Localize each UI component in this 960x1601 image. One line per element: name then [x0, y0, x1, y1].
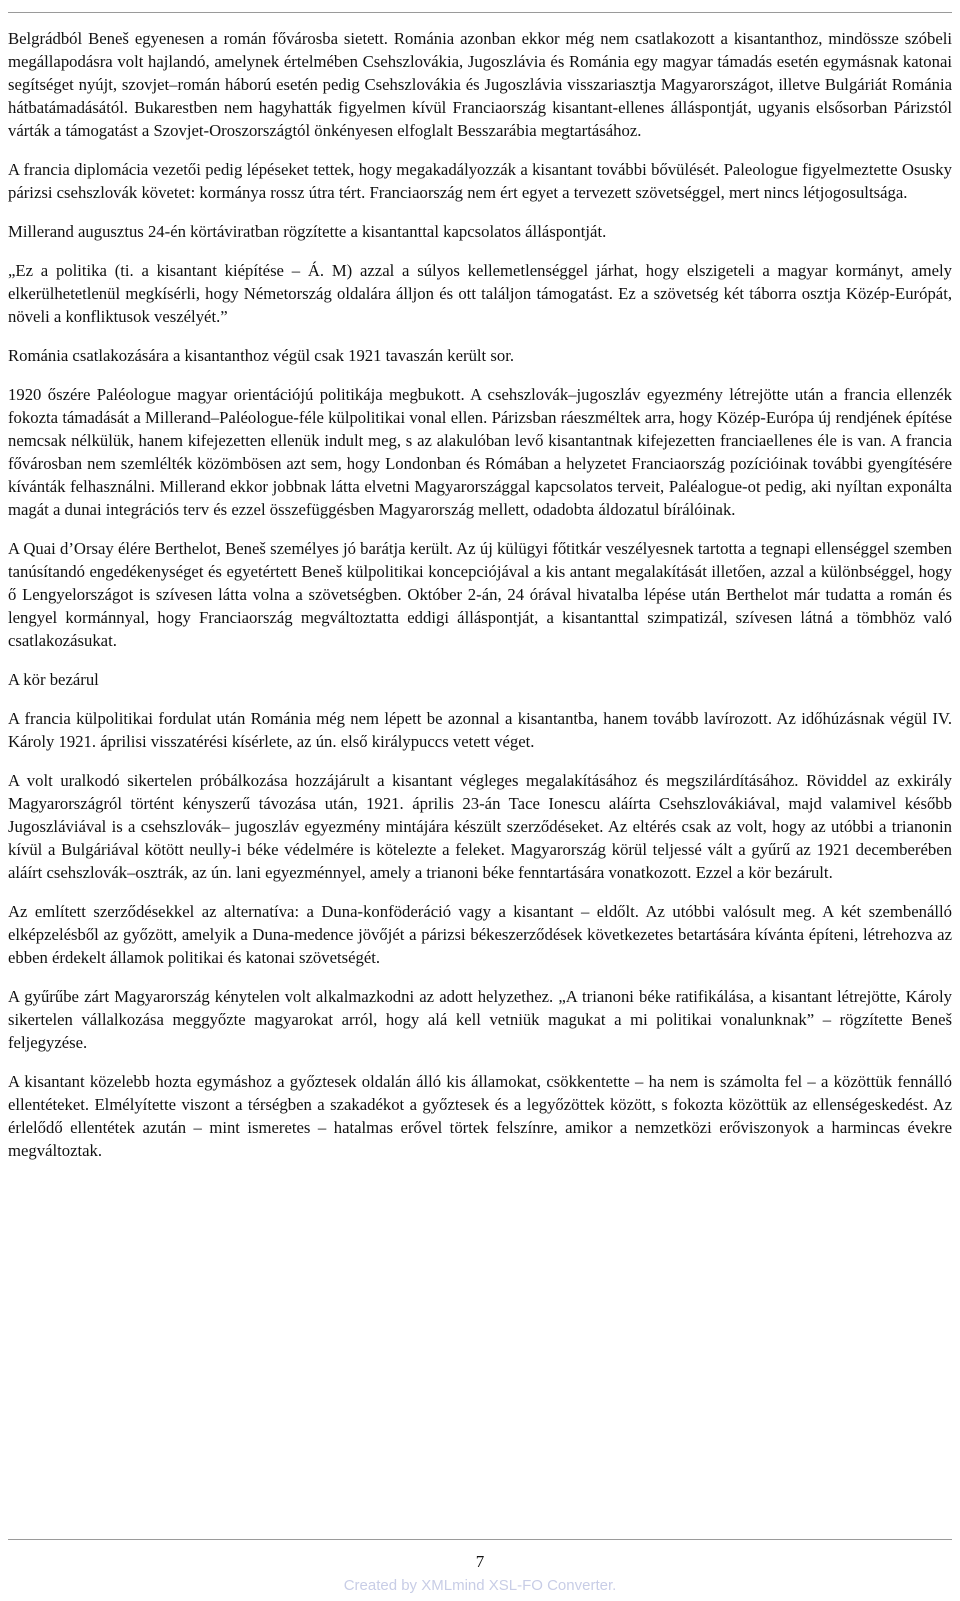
header-rule — [8, 12, 952, 13]
footer-rule — [8, 1539, 952, 1540]
paragraph: A Quai d’Orsay élére Berthelot, Beneš személyes jó barátja került. Az új külügyi főtitkár veszélyesnek tartotta a tegnapi ellenséggel szemben tanúsítandó engedékenységet és egyetértett Beneš külpolitikai koncepciójával a kis antant megalakítását illetően, azzal a különbséggel, hogy ő Lengyelországot is szívesen látta volna a szövetségben. Október 2-án, 24 órával hivatalba lépése után Berthelot már tudatta a román és lengyel kormánnyal, hogy Franciaország megváltoztatta eddigi álláspontját, a kisantanttal szimpatizál, szívesen látná a tömbhöz való csatlakozásukat. — [8, 539, 952, 650]
paragraph: Belgrádból Beneš egyenesen a román fővárosba sietett. Románia azonban ekkor még nem csatlakozott a kisantanthoz, mindössze szóbeli megállapodásra volt hajlandó, amelynek értelmében Csehszlovákia, Jugoszlávia és Románia egy magyar támadás esetén egymásnak katonai segítséget nyújt, szovjet–román háború esetén pedig Csehszlovákia és Jugoszlávia visszariasztja Magyarországot, illetve Bulgáriát Románia hátbatámadásától. Bukarestben nem hagyhatták figyelmen kívül Franciaország kisantant-ellenes álláspontját, ugyanis elsősorban Párizstól várták a támogatást a Szovjet-Oroszországtól önkényesen elfoglalt Besszarábia megtartásához. — [8, 29, 952, 140]
paragraph: Millerand augusztus 24-én körtáviratban rögzítette a kisantanttal kapcsolatos álláspontját. — [8, 222, 607, 241]
paragraph: A gyűrűbe zárt Magyarország kénytelen volt alkalmazkodni az adott helyzethez. „A trianoni béke ratifikálása, a kisantant létrejötte, Károly sikertelen vállalkozása meggyőzte magyarokat arról, hogy alá kell vetniük magukat a mi politikai vonalunknak” – rögzítette Beneš feljegyzése. — [8, 987, 952, 1052]
quote-paragraph: „Ez a politika (ti. a kisantant kiépítése – Á. M) azzal a súlyos kellemetlenséggel járhat, hogy elszigeteli a magyar kormányt, amely elkerülhetetlenül megkísérli, hogy Németország oldalára álljon és ott találjon támogatást. Ez a szövetség két táborra osztja Közép-Európát, növeli a konfliktusok veszélyét.” — [8, 261, 952, 326]
paragraph: A francia külpolitikai fordulat után Románia még nem lépett be azonnal a kisantantba, hanem tovább lavírozott. Az időhúzásnak végül IV. Károly 1921. áprilisi visszatérési kísérlete, az ún. első királypuccs vetett véget. — [8, 709, 952, 751]
paragraph: A volt uralkodó sikertelen próbálkozása hozzájárult a kisantant végleges megalakításához és megszilárdításához. Röviddel az exkirály Magyarországról történt kényszerű távozása után, 1921. április 23-án Tace Ionescu aláírta Csehszlovákiával, majd valamivel később Jugoszláviával is a csehszlovák– jugoszláv egyezmény mintájára készült szerződéseket. Az eltérés csak az volt, hogy az utóbbi a trianonin kívül a Bulgáriával kötött neully-i béke védelmére is kötelezte a feleket. Magyarország körül teljessé vált a gyűrű az 1921 decemberében aláírt csehszlovák–osztrák, az ún. lani egyezménnyel, amely a trianoni béke fenntartására vonatkozott. Ezzel a kör bezárult. — [8, 771, 952, 882]
document-body — [8, 27, 952, 1178]
paragraph: Románia csatlakozására a kisantanthoz végül csak 1921 tavaszán került sor. — [8, 346, 515, 365]
paragraph: A kisantant közelebb hozta egymáshoz a győztesek oldalán álló kis államokat, csökkentette – ha nem is számolta fel – a közöttük fennálló ellentéteket. Elmélyítette viszont a térségben a szakadékot a győztesek és a legyőzöttek között, s fokozta közöttük az ellenségeskedést. Az érlelődő ellentétek azután – mint ismeretes – hatalmas erővel törtek felszínre, amikor a nemzetközi erőviszonyok a harmincas évekre megváltoztak. — [8, 1072, 952, 1160]
paragraph: 1920 őszére Paléologue magyar orientációjú politikája megbukott. A csehszlovák–jugoszláv egyezmény létrejötte után a francia ellenzék fokozta támadását a Millerand–Paléologue-féle külpolitikai vonal ellen. Párizsban ráeszméltek arra, hogy Közép-Európa új rendjének építése nemcsak nélkülük, hanem kifejezetten ellenük indult meg, s az alakulóban levő kisantantnak kifejezetten franciaellenes éle is van. A francia fővárosban nem szemlélték közömbösen azt sem, hogy Londonban és Rómában a helyzetet Franciaország pozícióinak további gyengítésére kívánták felhasználni. Millerand ekkor jobbnak látta elvetni Magyarországgal kapcsolatos terveit, Paléalogue-ot pedig, aki nyíltan exponálta magát a dunai integrációs terv és ezzel összefüggésben Magyarország mellett, odadobta áldozatul bírálóinak. — [8, 385, 952, 519]
page-number: 7 — [475, 1552, 485, 1571]
paragraph: Az említett szerződésekkel az alternatíva: a Duna-konföderáció vagy a kisantant – eldőlt. Az utóbbi valósult meg. A két szembenálló elképzelésből az győzött, amelyik a Duna-medence jövőjét a párizsi békeszerződések következetes betartására kívánta építeni, létrehozva az ebben érdekelt államok politikai és katonai szövetségét. — [8, 902, 952, 967]
section-heading: A kör bezárul — [8, 670, 99, 689]
generator-watermark: Created by XMLmind XSL-FO Converter. — [343, 1577, 617, 1594]
paragraph: A francia diplomácia vezetői pedig lépéseket tettek, hogy megakadályozzák a kisantant további bővülését. Paleologue figyelmeztette Osusky párizsi csehszlovák követet: kormánya rossz útra tért. Franciaország nem ért egyet a tervezett szövetséggel, mert nincs létjogosultsága. — [8, 160, 952, 202]
